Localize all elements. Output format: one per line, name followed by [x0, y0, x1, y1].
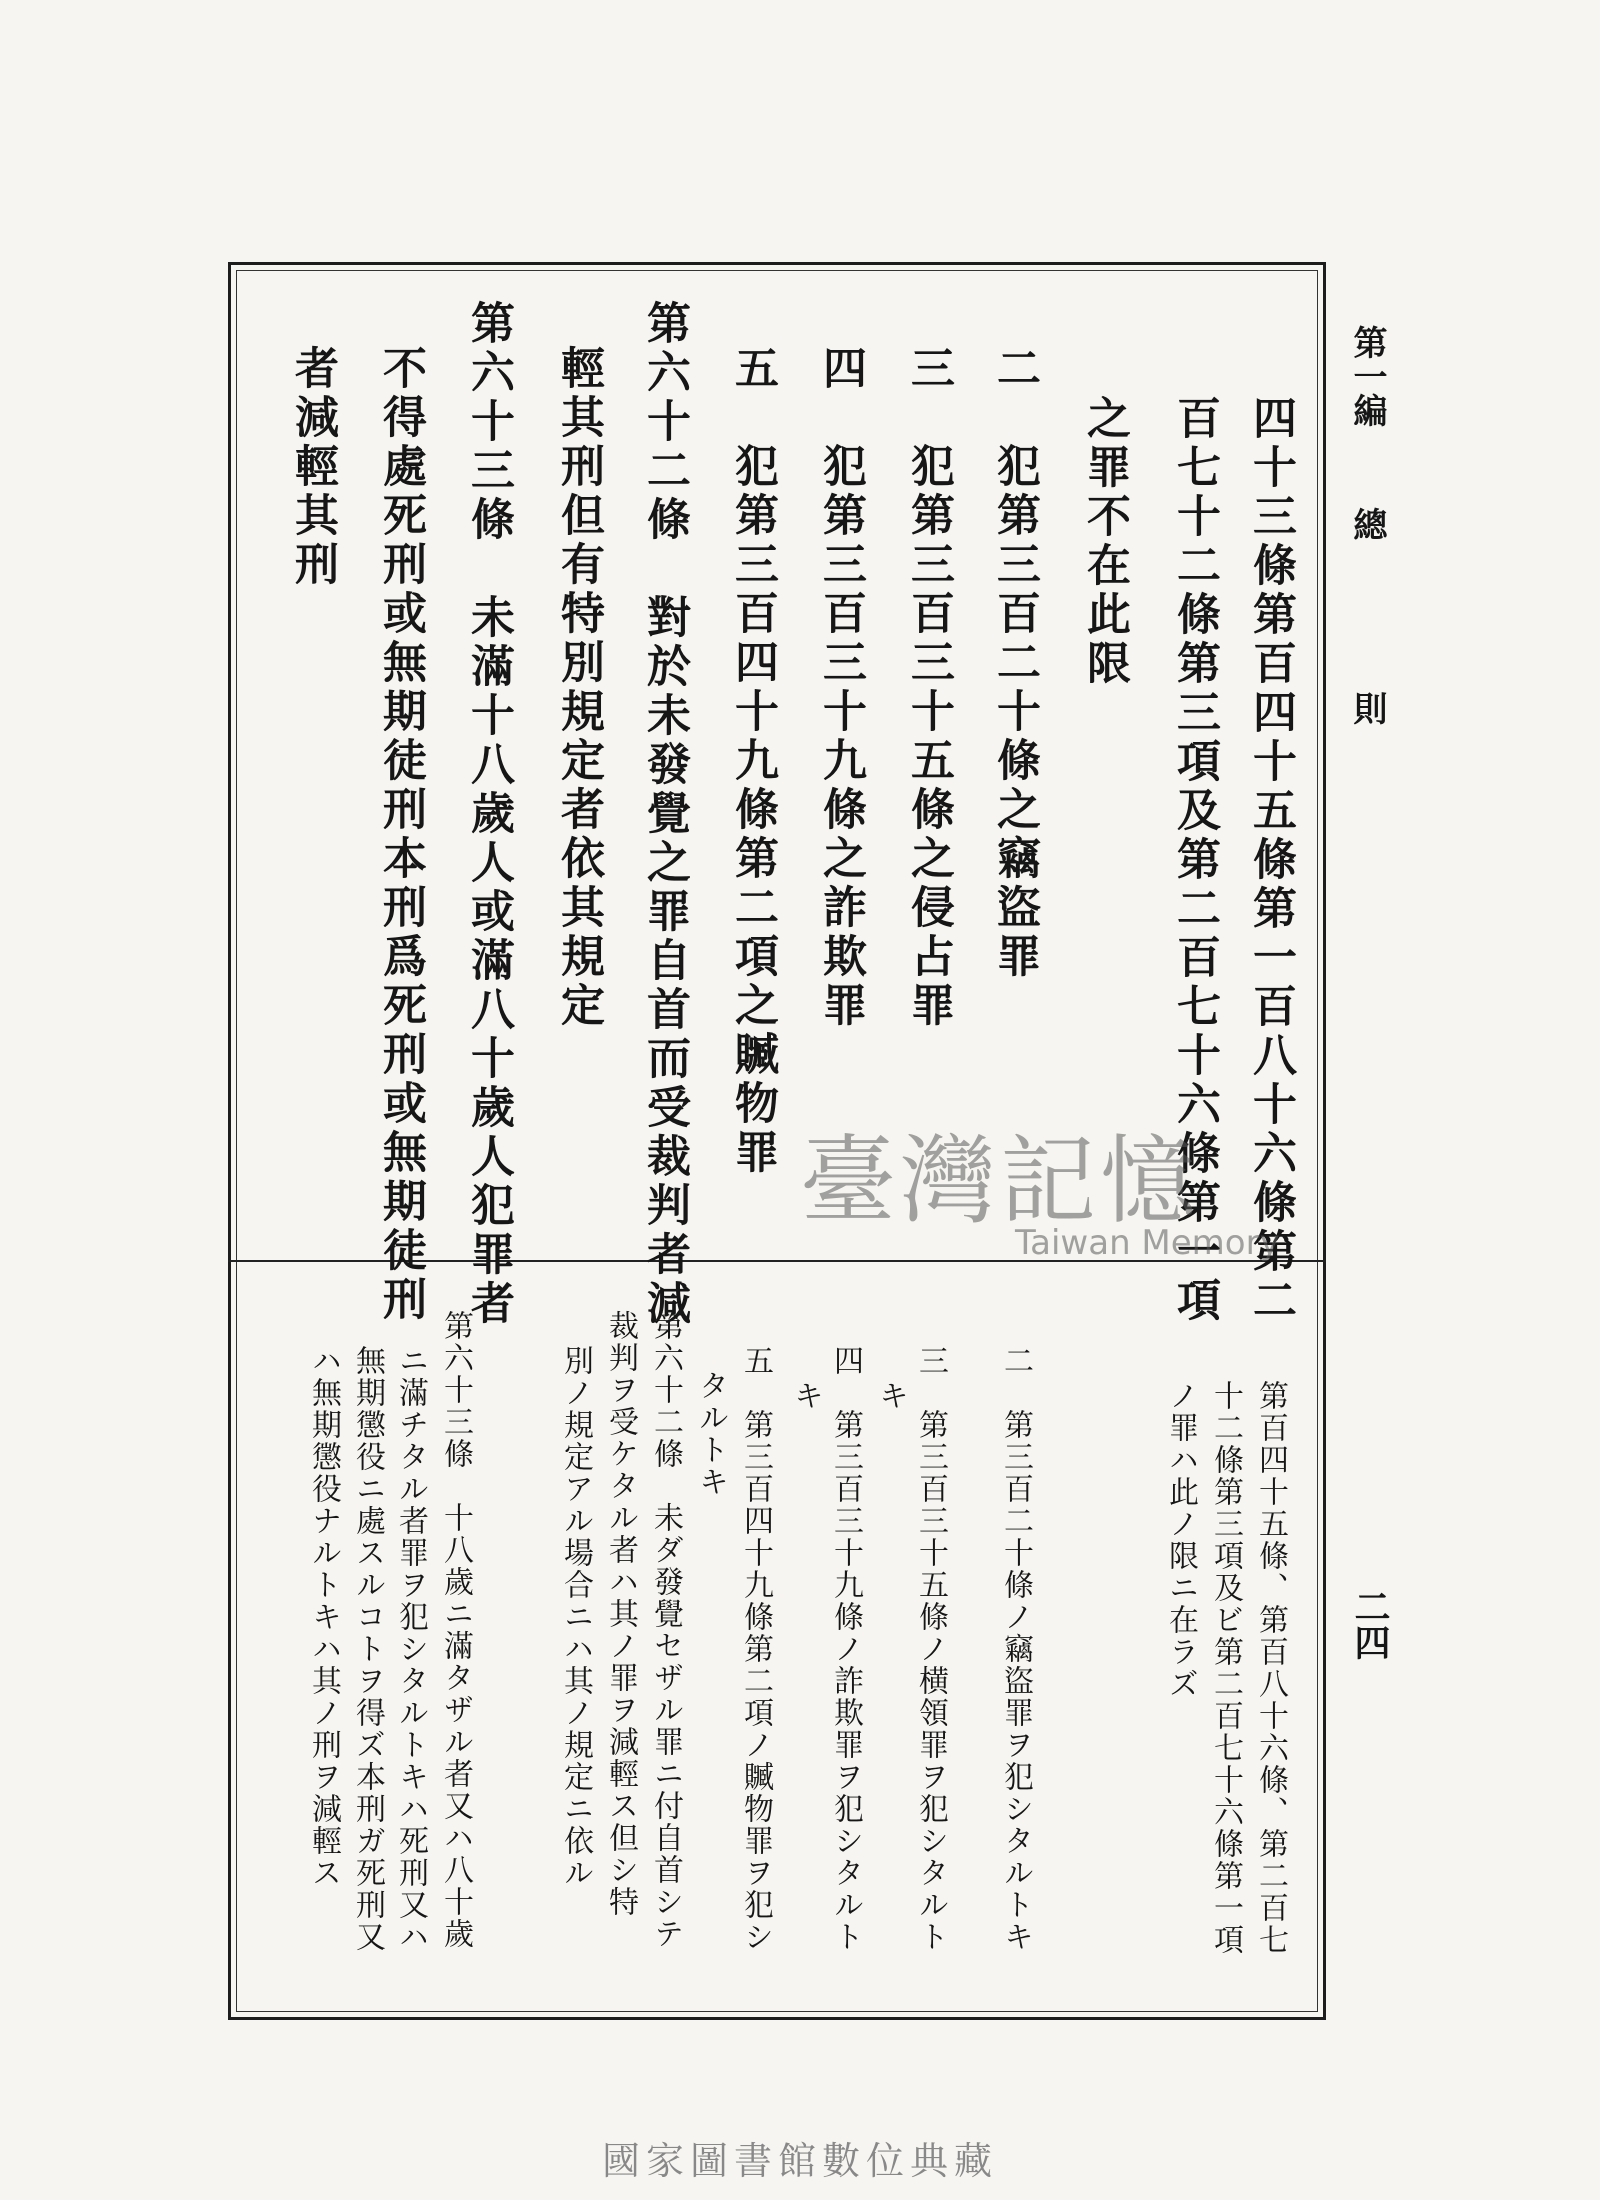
top-text-line: 百七十二條第三項及第二百七十六條第一項: [1169, 395, 1220, 1326]
bottom-text-line: タルトキ: [693, 1370, 728, 1498]
running-head-section-b: 則: [1347, 691, 1387, 725]
bottom-text-line: 無期懲役ニ處スルコトヲ得ズ本刑ガ死刑又: [350, 1345, 385, 1953]
bottom-text-line: 第百四十五條、第百八十六條、第二百七: [1253, 1380, 1288, 1956]
footer-credit: 國家圖書館數位典藏: [601, 2139, 998, 2183]
bottom-text-line: 二 第三百二十條ノ竊盜罪ヲ犯シタルトキ: [998, 1345, 1033, 1953]
bottom-text-line: 四 第三百三十九條ノ詐欺罪ヲ犯シタルト: [828, 1345, 863, 1953]
top-text-line: 四十三條第百四十五條第一百八十六條第二: [1245, 395, 1296, 1326]
watermark-subtitle: Taiwan Memory: [1015, 1223, 1280, 1263]
top-text-line: 者減輕其刑: [287, 345, 338, 590]
bottom-text-line: 第六十三條 十八歲ニ滿タザル者又ハ八十歲: [438, 1310, 473, 1950]
running-head-part: 第一編: [1347, 325, 1387, 427]
bottom-text-line: キ: [873, 1380, 908, 1412]
top-text-line: 輕其刑但有特別規定者依其規定: [553, 345, 604, 1031]
bottom-text-line: 別ノ規定アル場合ニハ其ノ規定ニ依ル: [558, 1345, 593, 1889]
running-head: [1347, 325, 1387, 725]
top-text-line: 第六十二條 對於未發覺之罪自首而受裁判者減: [639, 300, 690, 1329]
top-text-line: 之罪不在此限: [1079, 395, 1130, 689]
bottom-text-line: ハ無期懲役ナルトキハ其ノ刑ヲ減輕ス: [306, 1345, 341, 1889]
top-text-line: 二 犯第三百二十條之竊盜罪: [989, 345, 1040, 982]
running-head-section-a: 總: [1347, 507, 1387, 541]
top-text-line: 四 犯第三百三十九條之詐欺罪: [815, 345, 866, 1031]
bottom-text-line: 裁判ヲ受ケタル者ハ其ノ罪ヲ減輕ス但シ特: [603, 1310, 638, 1918]
watermark-logo: [800, 1105, 1320, 1275]
bottom-text-line: 三 第三百三十五條ノ横領罪ヲ犯シタルト: [913, 1345, 948, 1953]
bottom-text-line: 十二條第三項及ビ第二百七十六條第一項: [1208, 1380, 1243, 1956]
bottom-text-line: ニ滿チタル者罪ヲ犯シタルトキハ死刑又ハ: [393, 1345, 428, 1953]
watermark-title: 臺灣記憶: [800, 1125, 1200, 1237]
page-number: 二四: [1349, 1588, 1391, 1660]
bottom-text-line: ノ罪ハ此ノ限ニ在ラズ: [1163, 1380, 1198, 1700]
top-text-line: 三 犯第三百三十五條之侵占罪: [903, 345, 954, 1031]
top-text-line: 第六十三條 未滿十八歲人或滿八十歲人犯罪者: [463, 300, 514, 1329]
top-text-line: 五 犯第三百四十九條第二項之贓物罪: [727, 345, 778, 1178]
bottom-text-line: キ: [788, 1380, 823, 1412]
bottom-text-line: 五 第三百四十九條第二項ノ贓物罪ヲ犯シ: [738, 1345, 773, 1953]
top-text-line: 不得處死刑或無期徒刑本刑爲死刑或無期徒刑: [375, 345, 426, 1325]
bottom-text-line: 第六十二條 未ダ發覺セザル罪ニ付自首シテ: [648, 1310, 683, 1950]
